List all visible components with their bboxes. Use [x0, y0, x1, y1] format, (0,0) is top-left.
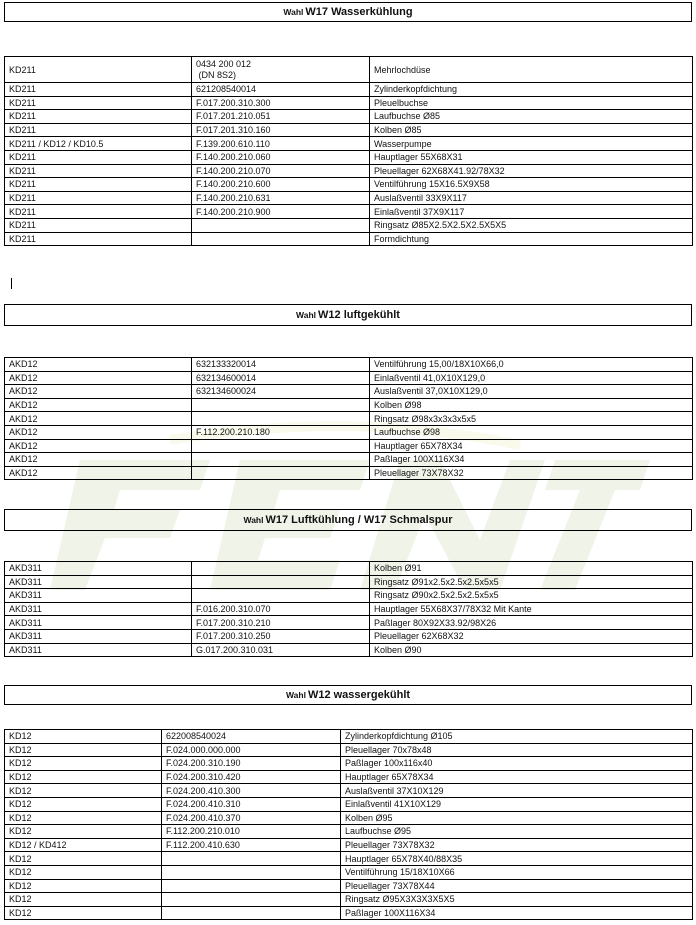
- cell-part: F.024.200.410.300: [162, 784, 341, 798]
- cell-model: KD211: [5, 96, 192, 110]
- cell-model: KD12: [5, 770, 162, 784]
- table-row: [5, 96, 693, 110]
- cell-model: KD211: [5, 164, 192, 178]
- table-row: [5, 811, 693, 825]
- cell-desc: Pleuellager 73X78X44: [341, 879, 693, 893]
- cell-desc: Paßlager 100x116x40: [341, 757, 693, 771]
- section-title: W12 wassergekühlt: [307, 689, 411, 701]
- cell-part: [162, 879, 341, 893]
- cell-desc: Kolben Ø91: [370, 562, 693, 576]
- cell-desc: Ringsatz Ø91x2.5x2.5x2.5x5x5: [370, 575, 693, 589]
- table-row: [5, 879, 693, 893]
- cell-desc: Pleuellager 73X78X32: [370, 466, 693, 480]
- cell-desc: Zylinderkopfdichtung Ø105: [341, 730, 693, 744]
- cell-desc: Pleuellager 62X68X32: [370, 629, 693, 643]
- cell-part: [192, 562, 370, 576]
- table-row: [5, 439, 693, 453]
- cell-model: KD12: [5, 784, 162, 798]
- cell-part: [192, 218, 370, 232]
- cell-model: KD211: [5, 123, 192, 137]
- table-row: [5, 602, 693, 616]
- section-title: W12 luftgekühlt: [318, 309, 400, 321]
- cell-model: AKD12: [5, 466, 192, 480]
- cell-desc: Ventilführung 15,00/18X10X66,0: [370, 358, 693, 372]
- cell-model: AKD311: [5, 589, 192, 603]
- table-row: [5, 562, 693, 576]
- cell-desc: Pleuellager 73X78X32: [341, 838, 693, 852]
- section-title: W17 Wasserkühlung: [305, 6, 413, 18]
- cell-model: AKD12: [5, 453, 192, 467]
- cell-part: F.017.200.310.210: [192, 616, 370, 630]
- cell-part: [192, 575, 370, 589]
- section-header-w17-wasserkuehlung: [4, 2, 692, 22]
- table-row: [5, 123, 693, 137]
- table-row: [5, 137, 693, 151]
- cell-part: F.139.200.610.110: [192, 137, 370, 151]
- cell-desc: Auslaßventil 37X10X129: [341, 784, 693, 798]
- cell-part: [192, 439, 370, 453]
- cell-model: KD12 / KD412: [5, 838, 162, 852]
- table-row: [5, 178, 693, 192]
- table-row: [5, 906, 693, 920]
- cell-part: F.112.200.410.630: [162, 838, 341, 852]
- cell-model: AKD311: [5, 629, 192, 643]
- parts-table-w12-luftgekuehlt: [4, 357, 693, 480]
- section-title: W17 Luftkühlung / W17 Schmalspur: [265, 514, 453, 526]
- table-row: [5, 466, 693, 480]
- table-row: [5, 589, 693, 603]
- table-row: [5, 412, 693, 426]
- table-row: [5, 398, 693, 412]
- cell-model: AKD12: [5, 398, 192, 412]
- cell-model: KD211: [5, 218, 192, 232]
- cell-desc: Laufbuchse Ø95: [341, 825, 693, 839]
- cell-part: [192, 466, 370, 480]
- cell-desc: Zylinderkopfdichtung: [370, 83, 693, 97]
- cell-model: KD12: [5, 730, 162, 744]
- cell-desc: Einlaßventil 41X10X129: [341, 797, 693, 811]
- cell-desc: Pleuelbuchse: [370, 96, 693, 110]
- cell-part: F.024.200.310.190: [162, 757, 341, 771]
- cell-desc: Ringsatz Ø95X3X3X3X5X5: [341, 893, 693, 907]
- cell-desc: Formdichtung: [370, 232, 693, 246]
- table-row: [5, 218, 693, 232]
- table-row: [5, 784, 693, 798]
- cell-desc: Kolben Ø90: [370, 643, 693, 657]
- cell-desc: Ringsatz Ø90x2.5x2.5x2.5x5x5: [370, 589, 693, 603]
- cell-part: [192, 589, 370, 603]
- cell-part: F.017.200.310.300: [192, 96, 370, 110]
- table-row: [5, 575, 693, 589]
- cell-model: AKD12: [5, 385, 192, 399]
- table-row: [5, 358, 693, 372]
- table-row: [5, 191, 693, 205]
- table-row: [5, 110, 693, 124]
- cell-desc: Mehrlochdüse: [370, 57, 693, 83]
- cell-model: AKD311: [5, 575, 192, 589]
- cell-desc: Laufbuchse Ø98: [370, 425, 693, 439]
- cell-model: AKD12: [5, 439, 192, 453]
- cell-part: 632134600024: [192, 385, 370, 399]
- cell-desc: Ringsatz Ø85X2.5X2.5X2.5X5X5: [370, 218, 693, 232]
- cell-part: F.017.201.210.051: [192, 110, 370, 124]
- cell-part: F.140.200.210.600: [192, 178, 370, 192]
- cell-desc: Kolben Ø85: [370, 123, 693, 137]
- table-row: [5, 616, 693, 630]
- cell-desc: Auslaßventil 33X9X117: [370, 191, 693, 205]
- cell-part: F.017.201.310.160: [192, 123, 370, 137]
- cell-part: F.112.200.210.010: [162, 825, 341, 839]
- cell-model: KD12: [5, 743, 162, 757]
- table-row: [5, 825, 693, 839]
- cell-part: F.140.200.210.060: [192, 150, 370, 164]
- section-title-prefix: Wahl: [285, 690, 306, 700]
- cell-part: F.140.200.210.900: [192, 205, 370, 219]
- cell-desc: Pleuellager 62X68X41.92/78X32: [370, 164, 693, 178]
- cell-model: AKD311: [5, 643, 192, 657]
- text-cursor: [11, 278, 12, 289]
- cell-desc: Pleuellager 70x78x48: [341, 743, 693, 757]
- table-row: [5, 743, 693, 757]
- section-header-w12-wassergekuehlt: [4, 685, 692, 705]
- cell-part: F.140.200.210.631: [192, 191, 370, 205]
- section-title-prefix: Wahl: [243, 515, 264, 525]
- cell-model: KD211: [5, 110, 192, 124]
- cell-desc: Paßlager 100X116X34: [370, 453, 693, 467]
- cell-part: F.024.200.410.370: [162, 811, 341, 825]
- cell-part: F.016.200.310.070: [192, 602, 370, 616]
- cell-model: KD211: [5, 150, 192, 164]
- cell-part: F.017.200.310.250: [192, 629, 370, 643]
- table-row: [5, 371, 693, 385]
- cell-part: [192, 453, 370, 467]
- cell-desc: Ringsatz Ø98x3x3x3x5x5: [370, 412, 693, 426]
- cell-model: AKD12: [5, 358, 192, 372]
- cell-model: KD211: [5, 232, 192, 246]
- cell-model: AKD12: [5, 425, 192, 439]
- cell-part: [192, 398, 370, 412]
- cell-model: KD12: [5, 757, 162, 771]
- section-title-prefix: Wahl: [283, 7, 304, 17]
- cell-model: AKD12: [5, 371, 192, 385]
- cell-model: KD211: [5, 83, 192, 97]
- table-row: [5, 797, 693, 811]
- table-row: [5, 893, 693, 907]
- cell-part: F.140.200.210.070: [192, 164, 370, 178]
- cell-part: [162, 865, 341, 879]
- cell-part: [162, 906, 341, 920]
- cell-part: [192, 412, 370, 426]
- table-row: [5, 232, 693, 246]
- cell-part: 0434 200 012 (DN 8S2): [192, 57, 370, 83]
- cell-desc: Wasserpumpe: [370, 137, 693, 151]
- cell-part: [162, 893, 341, 907]
- cell-desc: Auslaßventil 37,0X10X129,0: [370, 385, 693, 399]
- cell-model: AKD311: [5, 616, 192, 630]
- table-row: [5, 730, 693, 744]
- cell-model: KD12: [5, 852, 162, 866]
- cell-part: [162, 852, 341, 866]
- table-row: [5, 757, 693, 771]
- table-row: [5, 453, 693, 467]
- cell-desc: Paßlager 100X116X34: [341, 906, 693, 920]
- cell-desc: Einlaßventil 41,0X10X129,0: [370, 371, 693, 385]
- cell-part: F.112.200.210.180: [192, 425, 370, 439]
- table-row: [5, 150, 693, 164]
- table-row: [5, 838, 693, 852]
- table-row: [5, 83, 693, 97]
- cell-model: AKD311: [5, 562, 192, 576]
- cell-desc: Ventilführung 15/18X10X66: [341, 865, 693, 879]
- cell-desc: Hauptlager 65X78X40/88X35: [341, 852, 693, 866]
- cell-part: F.024.200.410.310: [162, 797, 341, 811]
- cell-desc: Laufbuchse Ø85: [370, 110, 693, 124]
- table-row: [5, 629, 693, 643]
- section-title-prefix: Wahl: [296, 310, 317, 320]
- table-row: [5, 205, 693, 219]
- cell-desc: Hauptlager 65X78X34: [370, 439, 693, 453]
- cell-model: KD12: [5, 865, 162, 879]
- cell-part: G.017.200.310.031: [192, 643, 370, 657]
- section-header-w17-luftkuehlung: [4, 509, 692, 531]
- table-row: [5, 865, 693, 879]
- cell-part: 632133320014: [192, 358, 370, 372]
- cell-model: KD12: [5, 797, 162, 811]
- cell-model: KD211: [5, 205, 192, 219]
- table-row: [5, 643, 693, 657]
- cell-model: KD12: [5, 893, 162, 907]
- cell-desc: Einlaßventil 37X9X117: [370, 205, 693, 219]
- cell-part: F.024.200.310.420: [162, 770, 341, 784]
- section-header-w12-luftgekuehlt: [4, 304, 692, 326]
- table-row: [5, 57, 693, 83]
- parts-table-w12-wassergekuehlt: [4, 729, 693, 920]
- cell-desc: Hauptlager 55X68X31: [370, 150, 693, 164]
- cell-model: KD12: [5, 906, 162, 920]
- cell-model: KD12: [5, 825, 162, 839]
- cell-desc: Paßlager 80X92X33.92/98X26: [370, 616, 693, 630]
- cell-model: AKD12: [5, 412, 192, 426]
- cell-desc: Hauptlager 55X68X37/78X32 Mit Kante: [370, 602, 693, 616]
- cell-model: KD12: [5, 879, 162, 893]
- cell-part: F.024.000.000.000: [162, 743, 341, 757]
- cell-desc: Kolben Ø95: [341, 811, 693, 825]
- cell-part: 622008540024: [162, 730, 341, 744]
- table-row: [5, 425, 693, 439]
- table-row: [5, 852, 693, 866]
- cell-desc: Ventilführung 15X16.5X9X58: [370, 178, 693, 192]
- cell-desc: Hauptlager 65X78X34: [341, 770, 693, 784]
- table-row: [5, 770, 693, 784]
- cell-part: 621208540014: [192, 83, 370, 97]
- table-row: [5, 385, 693, 399]
- cell-model: KD211: [5, 57, 192, 83]
- parts-table-w17-luftkuehlung: [4, 561, 693, 657]
- cell-model: KD211: [5, 191, 192, 205]
- cell-model: KD12: [5, 811, 162, 825]
- cell-model: KD211: [5, 178, 192, 192]
- parts-table-w17-wasserkuehlung: [4, 56, 693, 246]
- cell-part: [192, 232, 370, 246]
- cell-model: AKD311: [5, 602, 192, 616]
- cell-model: KD211 / KD12 / KD10.5: [5, 137, 192, 151]
- table-row: [5, 164, 693, 178]
- cell-part: 632134600014: [192, 371, 370, 385]
- cell-desc: Kolben Ø98: [370, 398, 693, 412]
